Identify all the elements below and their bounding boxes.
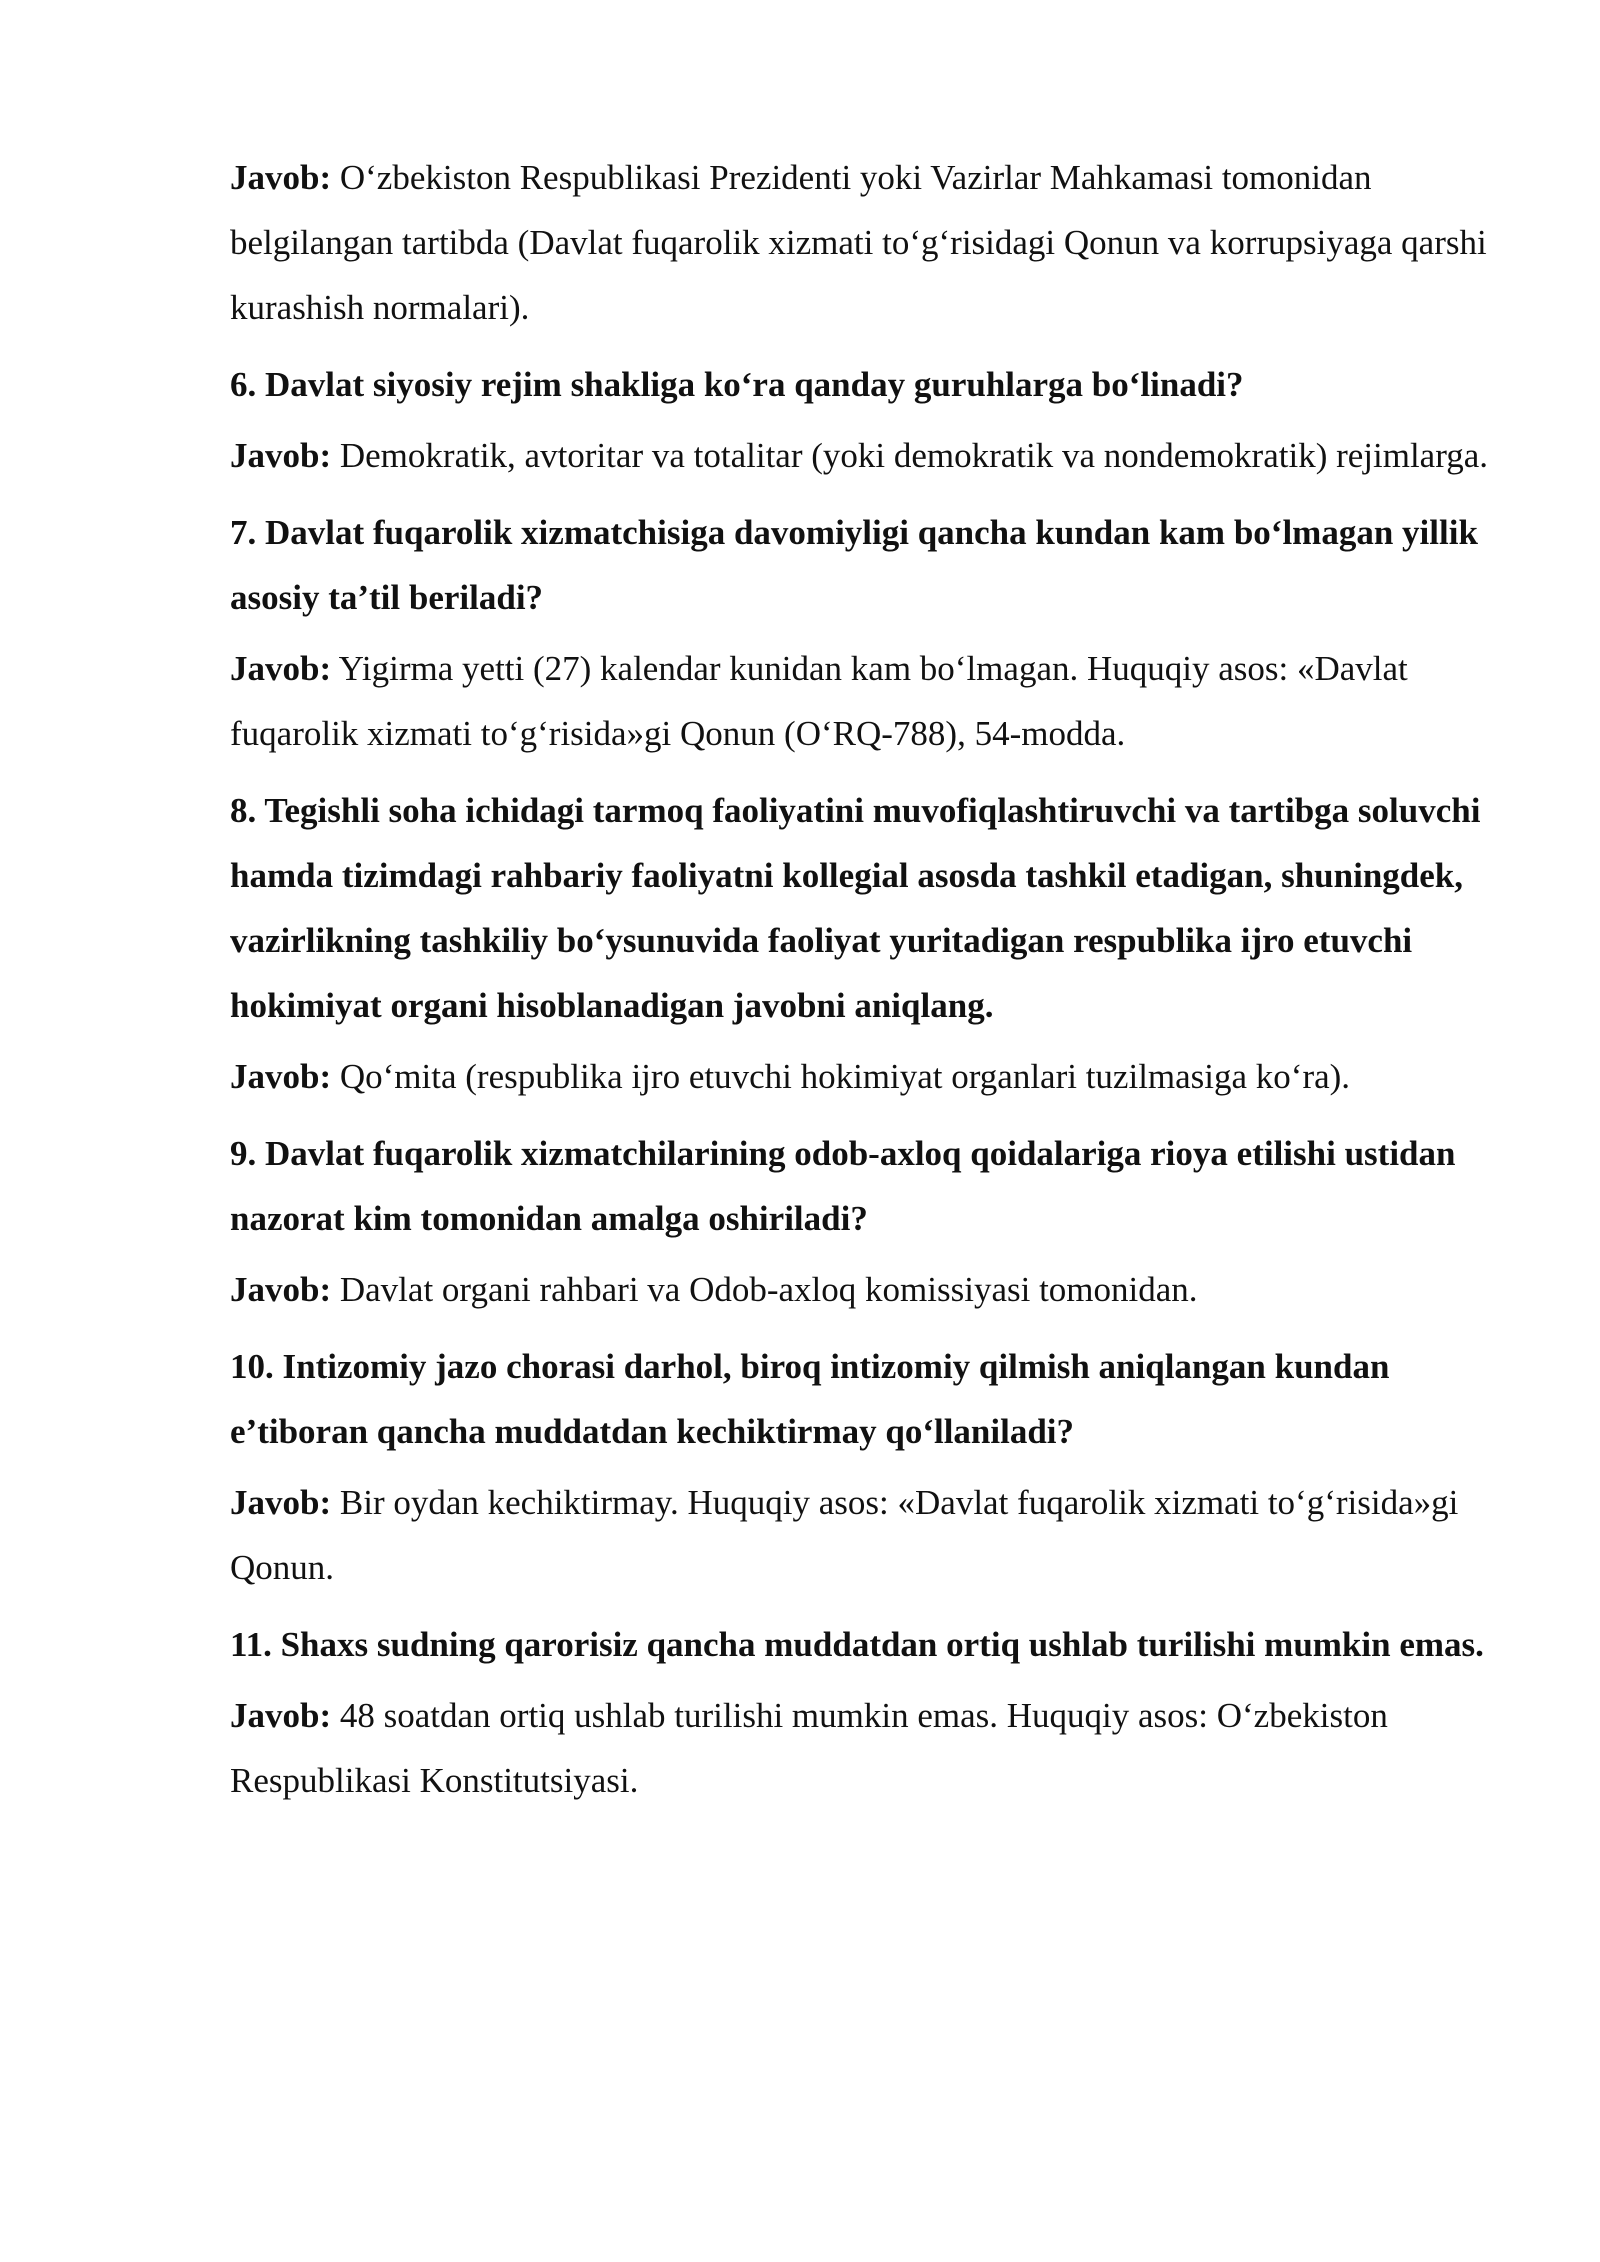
answer-label: Javob: [230,1270,332,1309]
question-heading: 9. Davlat fuqarolik xizmatchilarining odob-axloq qoidalariga rioya etilishi ustidan nazorat kim tomonidan amalga oshiriladi? [230,1134,1456,1238]
answer-text: Davlat organi rahbari va Odob-axloq komissiyasi tomonidan. [331,1270,1198,1309]
question-heading: 8. Tegishli soha ichidagi tarmoq faoliyatini muvofiqlashtiruvchi va tartibga soluvchi hamda tizimdagi rahbariy faoliyatni kollegial asosda tashkil etadigan, shuningdek, vazirlikning tashkiliy bo‘ysunuvida faoliyat yuritadigan respublika ijro etuvchi hokimiyat organi hisoblanadigan javobni aniqlang. [230,791,1481,1025]
answer-paragraph [230,636,1505,766]
answer-paragraph [230,423,1505,488]
answer-text: O‘zbekiston Respublikasi Prezidenti yoki Vazirlar Mahkamasi tomonidan belgilangan tartibda (Davlat fuqarolik xizmati to‘g‘risidagi Qonun va korrupsiyaga qarshi kurashish normalari). [230,158,1487,327]
answer-text: Demokratik, avtoritar va totalitar (yoki demokratik va nondemokratik) rejimlarga. [331,436,1489,475]
question-heading: 7. Davlat fuqarolik xizmatchisiga davomiyligi qancha kundan kam bo‘lmagan yillik asosiy ta’til beriladi? [230,513,1478,617]
question-heading: 6. Davlat siyosiy rejim shakliga ko‘ra qanday guruhlarga bo‘linadi? [230,365,1244,404]
answer-text: 48 soatdan ortiq ushlab turilishi mumkin emas. Huquqiy asos: O‘zbekiston Respublikasi Konstitutsiyasi. [230,1696,1388,1800]
answer-label: Javob: [230,1696,332,1735]
answer-label: Javob: [230,1483,332,1522]
document-page [230,145,1505,1813]
answer-paragraph [230,1044,1505,1109]
answer-text: Yigirma yetti (27) kalendar kunidan kam bo‘lmagan. Huquqiy asos: «Davlat fuqarolik xizmati to‘g‘risida»gi Qonun (O‘RQ-788), 54-modda. [230,649,1408,753]
answer-paragraph [230,145,1505,340]
question-heading: 11. Shaxs sudning qarorisiz qancha muddatdan ortiq ushlab turilishi mumkin emas. [230,1625,1484,1664]
answer-paragraph [230,1257,1505,1322]
answer-label: Javob: [230,649,332,688]
answer-label: Javob: [230,436,332,475]
answer-label: Javob: [230,1057,332,1096]
question-heading: 10. Intizomiy jazo chorasi darhol, biroq intizomiy qilmish aniqlangan kundan e’tiboran qancha muddatdan kechiktirmay qo‘llaniladi? [230,1347,1390,1451]
answer-label: Javob: [230,158,332,197]
answer-paragraph [230,1470,1505,1600]
answer-text: Bir oydan kechiktirmay. Huquqiy asos: «Davlat fuqarolik xizmati to‘g‘risida»gi Qonun. [230,1483,1459,1587]
answer-text: Qo‘mita (respublika ijro etuvchi hokimiyat organlari tuzilmasiga ko‘ra). [331,1057,1351,1096]
answer-paragraph [230,1683,1505,1813]
